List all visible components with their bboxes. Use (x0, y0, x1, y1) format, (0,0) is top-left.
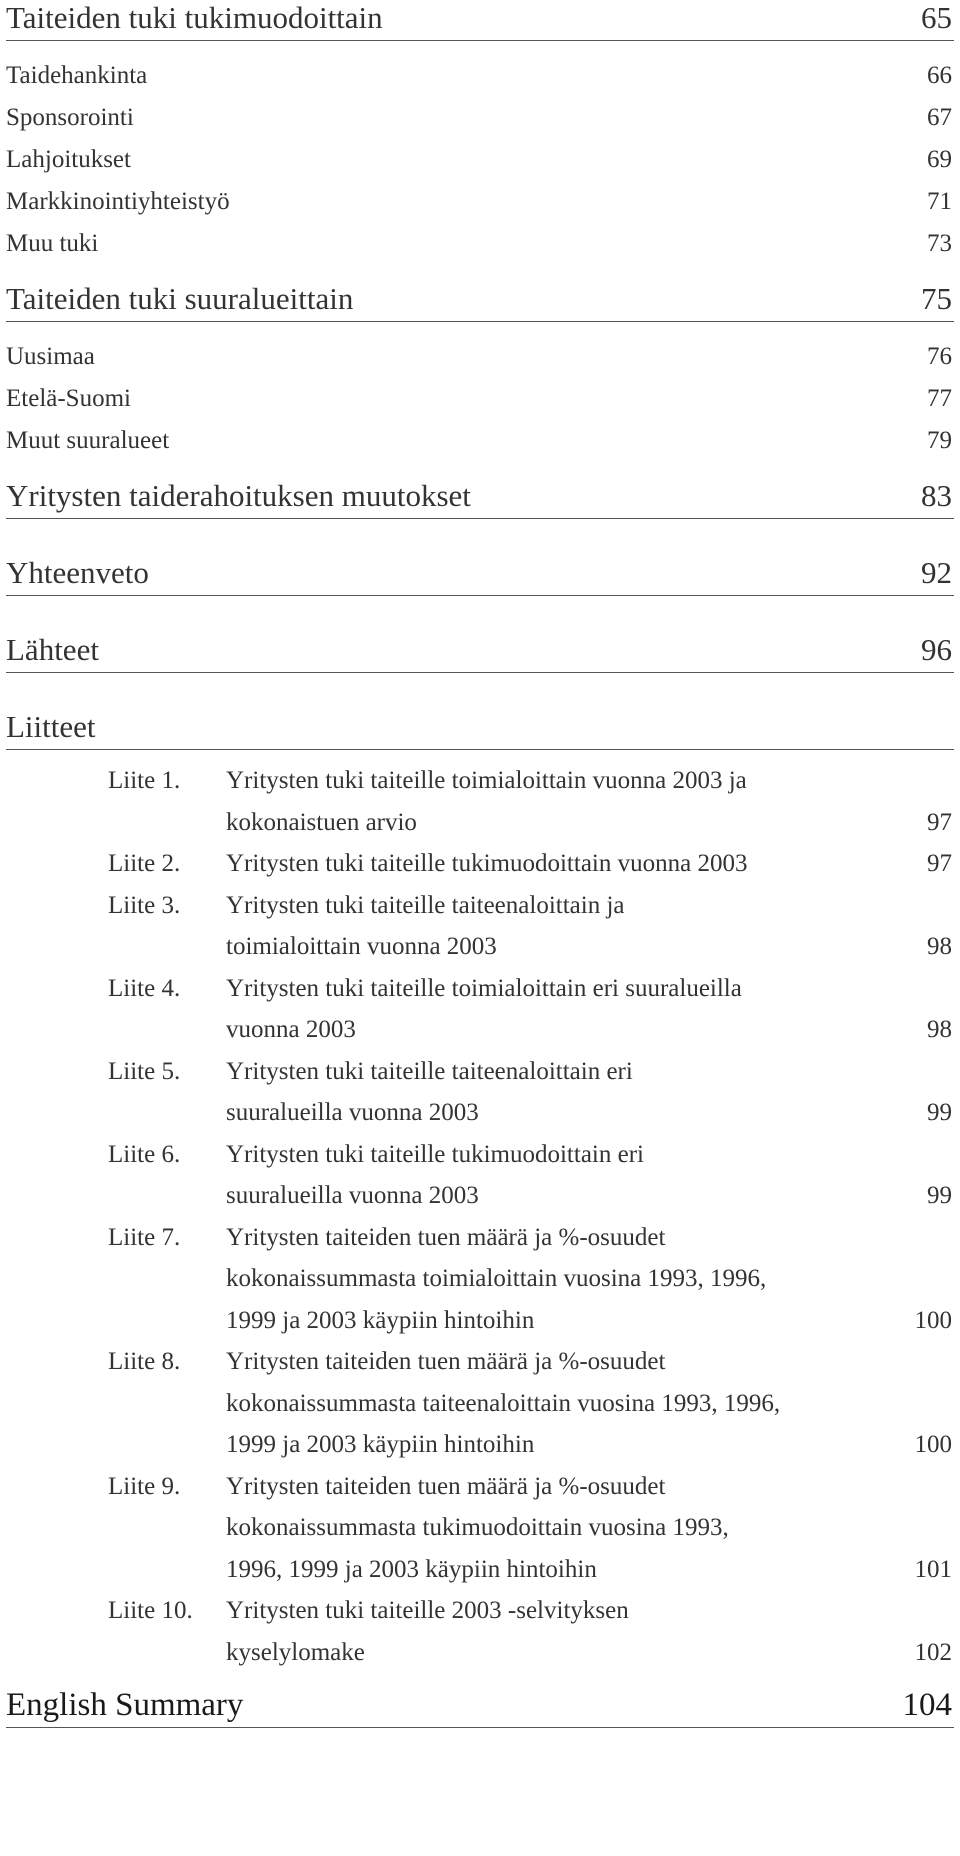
toc-section-heading (6, 1687, 954, 1728)
appendix-entry (6, 1051, 954, 1134)
entry-page-number: 73 (927, 230, 952, 257)
toc-entry (6, 378, 954, 420)
appendix-title-line: Yritysten taiteiden tuen määrä ja %-osuudet (226, 1348, 666, 1375)
entry-page-number: 79 (927, 427, 952, 454)
appendix-title-line: 1996, 1999 ja 2003 käypiin hintoihin (226, 1555, 597, 1583)
toc-section-heading (6, 281, 954, 322)
toc-entry (6, 181, 954, 223)
toc-section-heading (6, 709, 954, 750)
entry-page-number: 77 (927, 385, 952, 412)
toc-entry (6, 55, 954, 97)
appendix-page-number: 100 (914, 1431, 952, 1458)
appendix-entry (6, 1466, 954, 1591)
appendix-page-number: 97 (927, 850, 952, 877)
appendix-title-line: toimialoittain vuonna 2003 (226, 933, 497, 960)
appendix-label: Liite 5. (108, 1057, 181, 1085)
entry-label: Uusimaa (6, 343, 95, 370)
section-title: Liitteet (6, 709, 96, 744)
appendix-title-line: 1999 ja 2003 käypiin hintoihin (226, 1431, 535, 1458)
appendix-title-line: suuralueilla vuonna 2003 (226, 1182, 479, 1209)
section-page-number: 104 (902, 1687, 952, 1723)
entry-label: Muut suuralueet (6, 427, 170, 454)
appendix-title-line: suuralueilla vuonna 2003 (226, 1099, 479, 1126)
appendix-title-line: kokonaistuen arvio (226, 808, 417, 836)
appendix-list (6, 760, 954, 1673)
appendix-entry (6, 1341, 954, 1466)
toc-subsection-list (6, 55, 954, 265)
toc-section-heading (6, 555, 954, 596)
appendix-page-number: 101 (914, 1555, 952, 1583)
toc-entry (6, 97, 954, 139)
appendix-entry (6, 1217, 954, 1342)
entry-label: Etelä-Suomi (6, 385, 131, 412)
appendix-page-number: 98 (927, 933, 952, 960)
entry-page-number: 66 (927, 62, 952, 89)
entry-label: Taidehankinta (6, 62, 148, 89)
appendix-label: Liite 4. (108, 974, 181, 1002)
section-title: Taiteiden tuki tukimuodoittain (6, 0, 383, 35)
appendix-entry (6, 843, 954, 885)
entry-label: Sponsorointi (6, 104, 134, 131)
appendix-label: Liite 2. (108, 850, 181, 877)
appendix-title-line: Yritysten tuki taiteille toimialoittain eri suuralueilla (226, 974, 742, 1002)
appendix-title-line: Yritysten tuki taiteille 2003 -selvityksen (226, 1597, 629, 1624)
appendix-title-line: Yritysten tuki taiteille taiteenaloittain eri (226, 1057, 633, 1085)
appendix-entry (6, 1134, 954, 1217)
appendix-label: Liite 3. (108, 891, 181, 919)
section-title: Yritysten taiderahoituksen muutokset (6, 478, 471, 513)
appendix-page-number: 97 (927, 808, 952, 836)
appendix-label: Liite 6. (108, 1140, 181, 1168)
entry-page-number: 69 (927, 146, 952, 173)
appendix-page-number: 98 (927, 1016, 952, 1043)
appendix-title-line: Yritysten tuki taiteille toimialoittain vuonna 2003 ja (226, 767, 747, 794)
appendix-entry (6, 968, 954, 1051)
appendix-title-line: Yritysten tuki taiteille taiteenaloittain ja (226, 891, 625, 919)
entry-page-number: 76 (927, 343, 952, 370)
section-title: Lähteet (6, 632, 99, 667)
appendix-title-line: Yritysten taiteiden tuen määrä ja %-osuudet (226, 1223, 666, 1251)
entry-label: Lahjoitukset (6, 146, 131, 173)
appendix-title-line: kokonaissummasta taiteenaloittain vuosina 1993, 1996, (226, 1389, 781, 1417)
appendix-label: Liite 7. (108, 1223, 181, 1251)
appendix-title-line: kokonaissummasta toimialoittain vuosina 1993, 1996, (226, 1265, 767, 1292)
appendix-page-number: 99 (927, 1099, 952, 1126)
appendix-entry (6, 885, 954, 968)
toc-entry (6, 420, 954, 462)
toc-entry (6, 139, 954, 181)
entry-label: Muu tuki (6, 230, 99, 257)
appendix-label: Liite 1. (108, 767, 181, 794)
section-title: Taiteiden tuki suuralueittain (6, 281, 354, 316)
appendix-page-number: 102 (914, 1638, 952, 1666)
section-title: English Summary (6, 1687, 244, 1723)
appendix-title-line: Yritysten tuki taiteille tukimuodoittain vuonna 2003 (226, 850, 748, 877)
toc-section-heading (6, 632, 954, 673)
appendix-label: Liite 10. (108, 1597, 193, 1624)
entry-label: Markkinointiyhteistyö (6, 188, 230, 215)
section-page-number: 92 (921, 555, 952, 590)
toc-subsection-list (6, 336, 954, 462)
appendix-page-number: 100 (914, 1306, 952, 1334)
toc-section-heading (6, 478, 954, 519)
appendix-entry (6, 760, 954, 843)
section-page-number: 75 (921, 281, 952, 316)
section-page-number: 65 (921, 0, 952, 35)
appendix-title-line: kokonaissummasta tukimuodoittain vuosina 1993, (226, 1514, 729, 1541)
appendix-entry (6, 1590, 954, 1673)
toc-entry (6, 223, 954, 265)
appendix-title-line: 1999 ja 2003 käypiin hintoihin (226, 1306, 535, 1334)
entry-page-number: 67 (927, 104, 952, 131)
entry-page-number: 71 (927, 188, 952, 215)
section-page-number: 83 (921, 478, 952, 513)
toc-entry (6, 336, 954, 378)
section-title: Yhteenveto (6, 555, 149, 590)
appendix-page-number: 99 (927, 1182, 952, 1209)
appendix-title-line: Yritysten taiteiden tuen määrä ja %-osuudet (226, 1472, 666, 1500)
appendix-title-line: Yritysten tuki taiteille tukimuodoittain eri (226, 1140, 644, 1168)
table-of-contents (6, 0, 954, 1728)
appendix-title-line: vuonna 2003 (226, 1016, 356, 1043)
appendix-label: Liite 8. (108, 1348, 181, 1375)
appendix-label: Liite 9. (108, 1472, 181, 1500)
appendix-title-line: kyselylomake (226, 1638, 365, 1666)
toc-section-heading (6, 0, 954, 41)
section-page-number: 96 (921, 632, 952, 667)
